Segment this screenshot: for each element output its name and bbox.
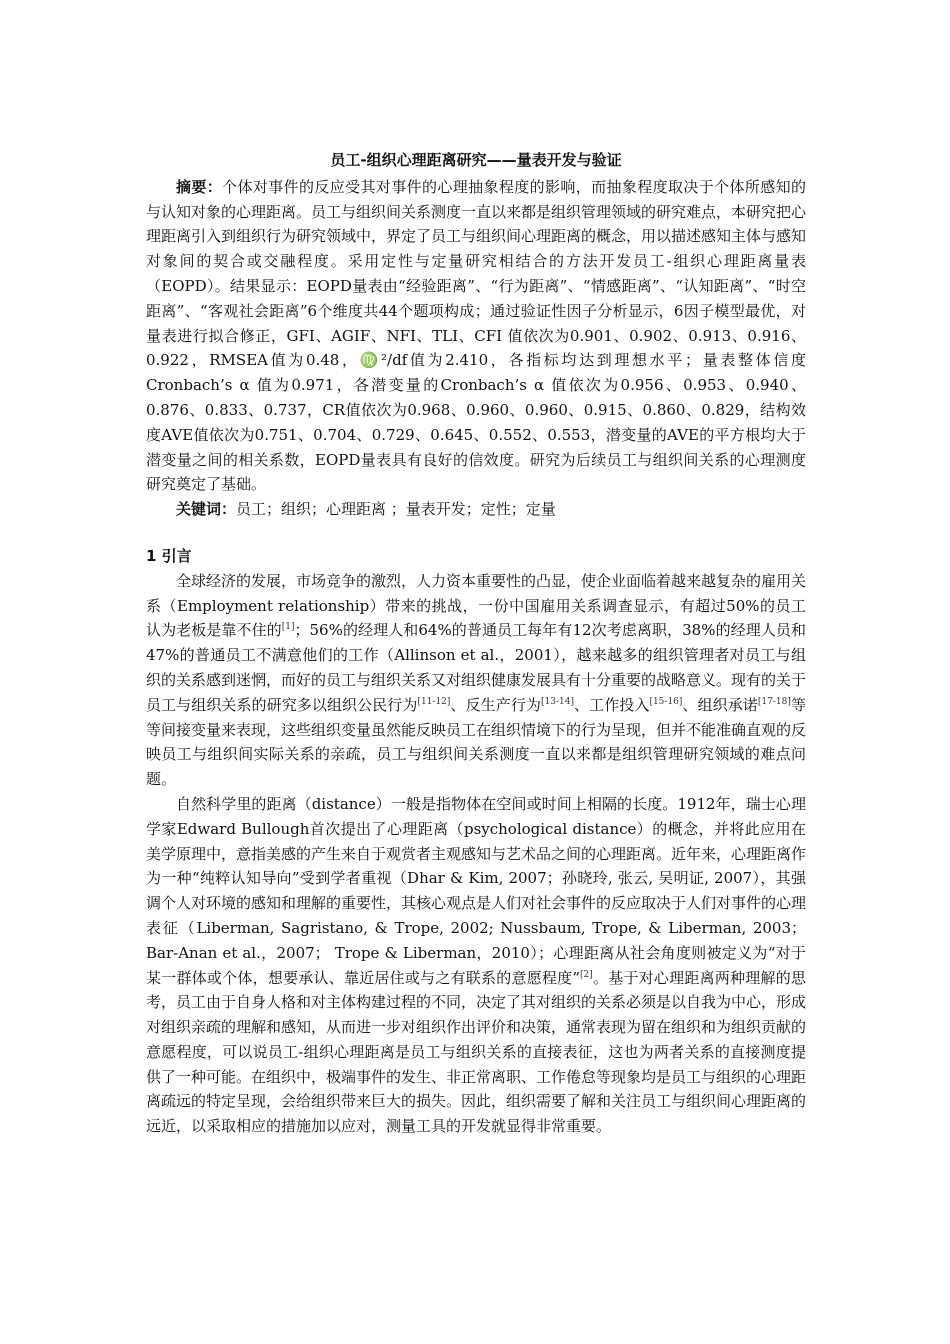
abstract-label: 摘要： [176,177,223,196]
p1-text-e: 、组织承诺 [682,695,758,714]
abstract-text: 个体对事件的反应受其对事件的心理抽象程度的影响，而抽象程度取决于个体所感知的与认知对象的心理距离。员工与组织间关系测度一直以来都是组织管理领域的研究难点，本研究把心理距离引入到组织行为研究领域中，界定了员工与组织间心理距离的概念，用以描述感知主体与感知对象间的契合或交融程度。采用定性与定量研究相结合的方法开发员工-组织心理距离量表（EOPD）。结果显示：EOPD量表由“经验距离”、“行为距离”、“情感距离”、“认知距离”、“时空距离”、“客观社会距离”6个维度共44个题项构成；通过验证性因子分析显示，6因子模型最优，对量表进行拟合修正，GFI、AGIF、NFI、TLI、CFI 值依次为0.901、0.902、0.913、0.916、0.922，RMSEA值为0.48，♍²/df值为2.410，各指标均达到理想水平；量表整体信度Cronbach’s α 值为0.971，各潜变量的Cronbach’s α 值依次为0.956、0.953、0.940、0.876、0.833、0.737，CR值依次为0.968、0.960、0.960、0.915、0.860、0.829，结构效度AVE值依次为0.751、0.704、0.729、0.645、0.552、0.553，潜变量的AVE的平方根均大于潜变量之间的相关系数，EOPD量表具有良好的信效度。研究为后续员工与组织间关系的心理测度研究奠定了基础。 [146,177,807,494]
p1-text-c: 、反生产行为 [450,695,541,714]
p1-text-f: 等等间接变量来表现，这些组织变量虽然能反映员工在组织情境下的行为呈现，但并不能准确直观的反映员工与组织间实际关系的亲疏，员工与组织间关系测度一直以来都是组织管理研究领域的难点问题。 [146,695,807,789]
document-page [146,148,806,1139]
keywords-text: 员工；组织；心理距离 ；量表开发；定性；定量 [236,500,556,519]
citation-ref: [13-14] [540,696,574,707]
p1-text-d: 、工作投入 [573,695,650,714]
citation-ref: [11-12] [417,696,451,707]
intro-paragraph-1 [146,569,806,792]
keywords-label: 关键词： [176,500,237,519]
keywords [146,497,806,522]
citation-ref: [1] [281,622,295,633]
p2-text-b: 。基于对心理距离两种理解的思考，员工由于自身人格和对主体构建过程的不同，决定了其对组织的关系必须是以自我为中心，形成对组织亲疏的理解和感知，从而进一步对组织作出评价和决策，通常表现为留在组织和为组织贡献的意愿程度，可以说员工-组织心理距离是员工与组织关系的直接表征，这也为两者关系的直接测度提供了一种可能。在组织中，极端事件的发生、非正常离职、工作倦怠等现象均是员工与组织的心理距离疏远的特定呈现，会给组织带来巨大的损失。因此，组织需要了解和关注员工与组织间心理距离的远近，以采取相应的措施加以应对，测量工具的开发就显得非常重要。 [146,968,807,1136]
p1-text-b: ；56%的经理人和64%的普通员工每年有12次考虑离职，38%的经理人员和47%的普通员工不满意他们的工作（Allinson et al.，2001），越来越多的组织管理者对员工与组织的关系感到迷惘，而好的员工与组织关系又对组织健康发展具有十分重要的战略意义。现有的关于员工与组织关系的研究多以组织公民行为 [146,621,807,714]
intro-paragraph-2 [146,792,806,1139]
section-heading-introduction: 1 引言 [146,546,192,565]
citation-ref: [17-18] [757,696,791,707]
paper-title: 员工-组织心理距离研究——量表开发与验证 [330,151,622,169]
abstract [146,175,806,497]
citation-ref: [2] [580,969,593,980]
p1-text-a: 全球经济的发展，市场竞争的激烈，人力资本重要性的凸显，使企业面临着越来越复杂的雇用关系（Employment relationship）带来的挑战，一份中国雇用关系调查显示，有超过50%的员工认为老板是靠不住的 [146,571,807,640]
citation-ref: [15-16] [649,696,683,707]
p2-text-a: 自然科学里的距离（distance）一般是指物体在空间或时间上相隔的长度。1912年，瑞士心理学家Edward Bullough首次提出了心理距离（psychological distance）的概念，并将此应用在美学原理中，意指美感的产生来自于观赏者主观感知与艺术品之间的心理距离。近年来，心理距离作为一种“纯粹认知导向”受到学者重视（Dhar & Kim, 2007；孙晓玲, 张云, 吴明证, 2007），其强调个人对环境的感知和理解的重要性，其核心观点是人们对社会事件的反应取决于人们对事件的心理表征（Liberman, Sagristano, & Trope, 2002; Nussbaum, Trope, & Liberman, 2003；Bar-Anan et al.，2007； Trope & Liberman，2010）；心理距离从社会角度则被定义为“对于某一群体或个体，想要承认、靠近居住或与之有联系的意愿程度” [146,794,807,987]
